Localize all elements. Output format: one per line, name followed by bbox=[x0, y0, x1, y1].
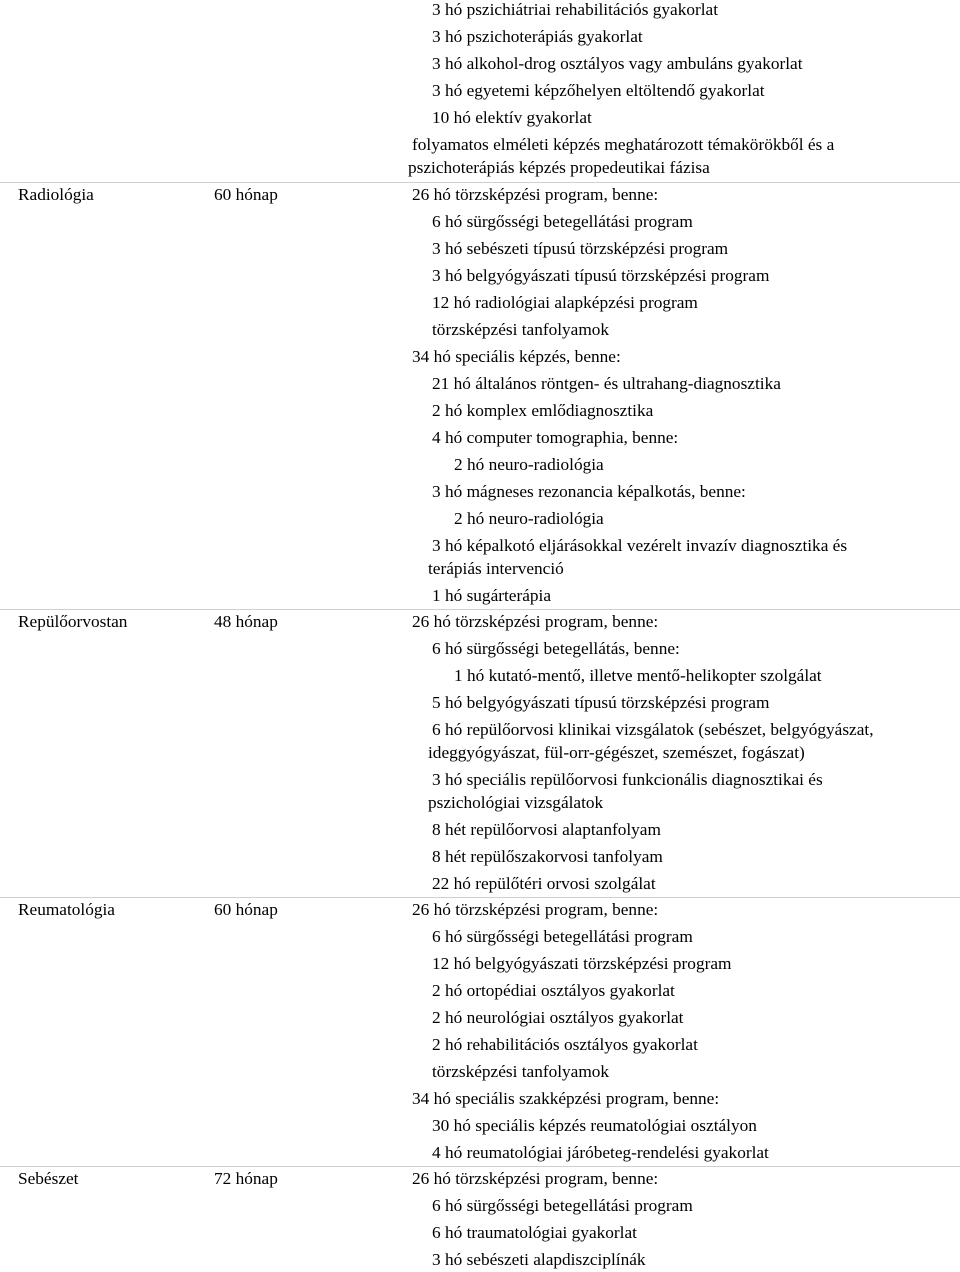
training-duration: 72 hónap bbox=[214, 1169, 278, 1188]
program-line: 2 hó ortopédiai osztályos gyakorlat bbox=[432, 981, 675, 1000]
program-line: 3 hó sebészeti alapdiszciplínák bbox=[432, 1250, 646, 1269]
program-line: 26 hó törzsképzési program, benne: bbox=[412, 1169, 659, 1188]
program-line: 6 hó sürgősségi betegellátási program bbox=[432, 1196, 693, 1215]
program-line: 22 hó repülőtéri orvosi szolgálat bbox=[432, 874, 656, 893]
program-line: 2 hó neuro-radiológia bbox=[454, 455, 604, 474]
program-line: 30 hó speciális képzés reumatológiai osztályon bbox=[432, 1116, 757, 1135]
row-divider bbox=[0, 182, 960, 183]
specialty-name-sebeszet: Sebészet bbox=[18, 1169, 79, 1188]
program-line: 34 hó speciális képzés, benne: bbox=[412, 347, 621, 366]
program-line: 10 hó elektív gyakorlat bbox=[432, 108, 592, 127]
program-line: 8 hét repülőszakorvosi tanfolyam bbox=[432, 847, 663, 866]
program-line: pszichológiai vizsgálatok bbox=[428, 793, 604, 812]
program-line: 4 hó computer tomographia, benne: bbox=[432, 428, 679, 447]
specialty-name-radiologia: Radiológia bbox=[18, 185, 94, 204]
program-line: törzsképzési tanfolyamok bbox=[432, 320, 610, 339]
program-line: 3 hó képalkotó eljárásokkal vezérelt invazív diagnosztika és bbox=[432, 536, 848, 555]
program-line: 6 hó sürgősségi betegellátási program bbox=[432, 212, 693, 231]
training-duration: 48 hónap bbox=[214, 612, 278, 631]
row-divider bbox=[0, 1166, 960, 1167]
program-line: 2 hó komplex emlődiagnosztika bbox=[432, 401, 654, 420]
program-line: 34 hó speciális szakképzési program, benne: bbox=[412, 1089, 720, 1108]
program-line: 3 hó alkohol-drog osztályos vagy ambuláns gyakorlat bbox=[432, 54, 803, 73]
row-divider bbox=[0, 897, 960, 898]
program-line: 3 hó sebészeti típusú törzsképzési program bbox=[432, 239, 729, 258]
specialty-name-reumatologia: Reumatológia bbox=[18, 900, 115, 919]
program-line: 5 hó belgyógyászati típusú törzsképzési program bbox=[432, 693, 770, 712]
program-line: 26 hó törzsképzési program, benne: bbox=[412, 900, 659, 919]
training-duration: 60 hónap bbox=[214, 185, 278, 204]
program-line: 6 hó traumatológiai gyakorlat bbox=[432, 1223, 637, 1242]
program-line: 6 hó repülőorvosi klinikai vizsgálatok (sebészet, belgyógyászat, bbox=[432, 720, 874, 739]
program-line: törzsképzési tanfolyamok bbox=[432, 1062, 610, 1081]
program-line: 1 hó kutató-mentő, illetve mentő-helikopter szolgálat bbox=[454, 666, 822, 685]
specialty-name-repuloorvostan: Repülőorvostan bbox=[18, 612, 128, 631]
training-duration: 60 hónap bbox=[214, 900, 278, 919]
program-line: 2 hó neuro-radiológia bbox=[454, 509, 604, 528]
row-divider bbox=[0, 609, 960, 610]
program-line: 4 hó reumatológiai járóbeteg-rendelési gyakorlat bbox=[432, 1143, 769, 1162]
program-line: 21 hó általános röntgen- és ultrahang-diagnosztika bbox=[432, 374, 781, 393]
program-line: 12 hó radiológiai alapképzési program bbox=[432, 293, 698, 312]
program-line: terápiás intervenció bbox=[428, 559, 564, 578]
program-line: 3 hó pszichiátriai rehabilitációs gyakorlat bbox=[432, 0, 719, 19]
program-line: folyamatos elméleti képzés meghatározott témakörökből és a bbox=[412, 135, 835, 154]
program-line: 2 hó neurológiai osztályos gyakorlat bbox=[432, 1008, 684, 1027]
program-line: 6 hó sürgősségi betegellátás, benne: bbox=[432, 639, 680, 658]
program-line: ideggyógyászat, fül-orr-gégészet, szemészet, fogászat) bbox=[428, 743, 805, 762]
program-line: 3 hó speciális repülőorvosi funkcionális diagnosztikai és bbox=[432, 770, 823, 789]
program-line: 1 hó sugárterápia bbox=[432, 586, 552, 605]
program-line: 12 hó belgyógyászati törzsképzési program bbox=[432, 954, 732, 973]
program-line: pszichoterápiás képzés propedeutikai fázisa bbox=[408, 158, 710, 177]
program-line: 3 hó belgyógyászati típusú törzsképzési program bbox=[432, 266, 770, 285]
program-line: 3 hó egyetemi képzőhelyen eltöltendő gyakorlat bbox=[432, 81, 765, 100]
program-line: 8 hét repülőorvosi alaptanfolyam bbox=[432, 820, 661, 839]
program-line: 6 hó sürgősségi betegellátási program bbox=[432, 927, 693, 946]
program-line: 3 hó mágneses rezonancia képalkotás, benne: bbox=[432, 482, 746, 501]
program-line: 26 hó törzsképzési program, benne: bbox=[412, 612, 659, 631]
program-line: 3 hó pszichoterápiás gyakorlat bbox=[432, 27, 643, 46]
program-line: 2 hó rehabilitációs osztályos gyakorlat bbox=[432, 1035, 698, 1054]
program-line: 26 hó törzsképzési program, benne: bbox=[412, 185, 659, 204]
